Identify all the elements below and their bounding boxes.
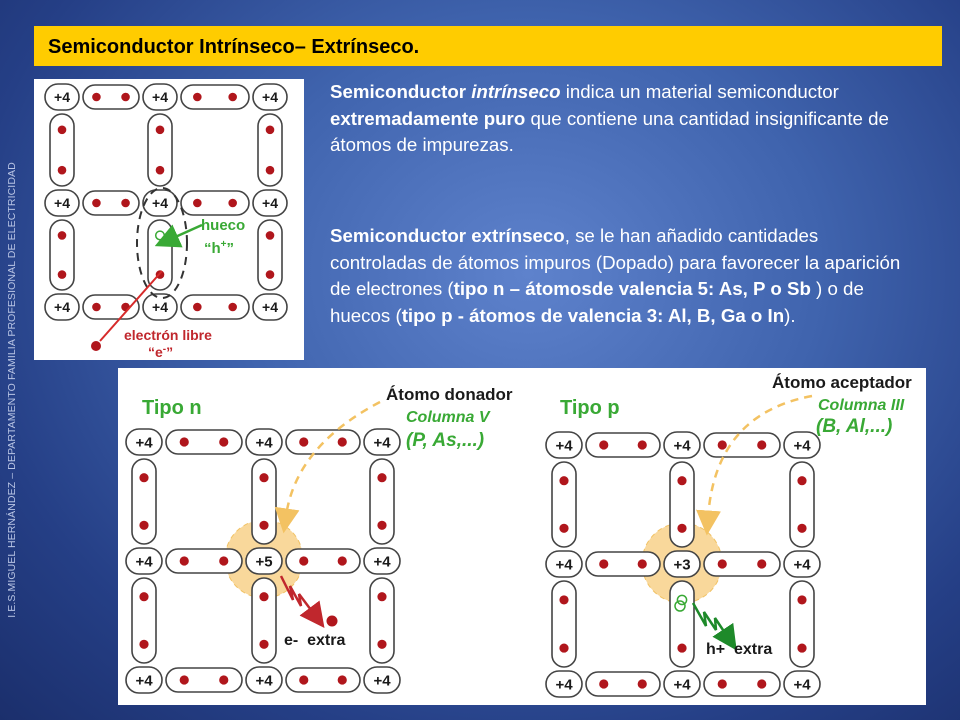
covalent-bond: [252, 578, 276, 663]
atom-charge-label: +4: [255, 434, 273, 452]
doping-figure: [118, 368, 926, 705]
atom-charge-label: +4: [555, 676, 573, 694]
covalent-bond: [166, 668, 242, 692]
bond-electron: [259, 640, 268, 649]
atom-charge-label: +4: [54, 89, 70, 106]
atom-charge-label: +4: [152, 195, 168, 212]
bond-electron: [193, 199, 202, 208]
atom-charge-label: +4: [793, 676, 811, 694]
electron-symbol: “e-”: [148, 344, 174, 360]
acceptor-elements-label: (B, Al,...): [816, 416, 893, 437]
atom-charge-label: +4: [152, 89, 168, 106]
covalent-bond: [370, 578, 394, 663]
covalent-bond: [286, 430, 360, 454]
bond-electron: [377, 592, 386, 601]
bond-electron: [139, 640, 148, 649]
covalent-bond: [181, 85, 249, 109]
donor-atom-label: Átomo donador: [386, 385, 513, 404]
slide-title: Semiconductor Intrínseco– Extrínseco.: [34, 26, 942, 66]
p-type-lattice: [546, 432, 820, 697]
covalent-bond: [132, 578, 156, 663]
covalent-bond: [670, 462, 694, 547]
covalent-bond: [83, 85, 139, 109]
intrinsic-lattice: [45, 84, 287, 320]
bond-electron: [338, 437, 347, 446]
bond-electron: [677, 643, 686, 652]
free-electron: [91, 341, 101, 351]
bond-electron: [266, 166, 275, 175]
bond-electron: [121, 93, 130, 102]
bond-electron: [377, 473, 386, 482]
donor-elements-label: (P, As,...): [406, 430, 485, 451]
bond-electron: [259, 521, 268, 530]
dopant-atom-label: +3: [673, 556, 691, 574]
atom-charge-label: +4: [135, 672, 153, 690]
bond-electron: [58, 166, 67, 175]
bond-electron: [92, 303, 101, 312]
covalent-bond: [286, 549, 360, 573]
acceptor-atom-label: Átomo aceptador: [772, 373, 912, 392]
bond-electron: [377, 640, 386, 649]
bond-electron: [180, 437, 189, 446]
atom-charge-label: +4: [555, 437, 573, 455]
covalent-bond: [670, 581, 694, 667]
covalent-bond: [132, 459, 156, 544]
bond-electron: [599, 679, 608, 688]
covalent-bond: [586, 552, 660, 576]
covalent-bond: [586, 672, 660, 696]
p-extra-label: h+ extra: [706, 641, 773, 658]
bond-electron: [180, 675, 189, 684]
covalent-bond: [83, 191, 139, 215]
bond-electron: [219, 675, 228, 684]
bond-electron: [638, 679, 647, 688]
intrinsic-lattice-figure: [34, 79, 304, 360]
covalent-bond: [181, 295, 249, 319]
bond-electron: [156, 166, 165, 175]
bond-electron: [193, 93, 202, 102]
bond-electron: [219, 556, 228, 565]
atom-charge-label: +4: [793, 437, 811, 455]
n-type-title: Tipo n: [142, 397, 202, 419]
covalent-bond: [148, 114, 172, 186]
extrinsic-definition: Semiconductor extrínseco, se le han añadido cantidades controladas de átomos impuros (Dopado) para favorecer la aparición de electrones (tipo n – átomosde valencia 5: As, P o Sb ) o de huecos (tipo p - átomos de valencia 3: Al, B, Ga o In).: [330, 225, 901, 326]
bond-electron: [156, 126, 165, 135]
bond-electron: [559, 476, 568, 485]
atom-charge-label: +4: [373, 553, 391, 571]
covalent-bond: [258, 114, 282, 186]
bond-electron: [58, 270, 67, 279]
covalent-bond: [370, 459, 394, 544]
atom-charge-label: +4: [262, 195, 278, 212]
bond-electron: [92, 93, 101, 102]
hole-label: hueco: [201, 217, 246, 234]
covalent-bond: [704, 433, 780, 457]
side-caption: I.E.S.MIGUEL HERNÁNDEZ – DEPARTAMENTO FAMILIA PROFESIONAL DE ELECTRICIDAD: [6, 162, 18, 618]
intrinsic-definition: Semiconductor intrínseco indica un material semiconductor extremadamente puro que contiene una cantidad insignificante de átomos de impurezas.: [330, 81, 889, 155]
bond-electron: [180, 556, 189, 565]
hole-symbol: “h+”: [204, 239, 235, 257]
covalent-bond: [586, 433, 660, 457]
bond-electron: [718, 559, 727, 568]
bond-electron: [219, 437, 228, 446]
covalent-bond: [704, 552, 780, 576]
bond-electron: [228, 303, 237, 312]
n-type-lattice: [126, 429, 400, 693]
bond-electron: [259, 473, 268, 482]
bond-electron: [299, 437, 308, 446]
donor-pointer-arrow: [286, 402, 380, 516]
covalent-bond: [790, 462, 814, 547]
atom-charge-label: +4: [373, 672, 391, 690]
extra-electron: [327, 616, 338, 627]
p-type-title: Tipo p: [560, 397, 620, 419]
atom-charge-label: +4: [152, 299, 168, 316]
bond-electron: [757, 440, 766, 449]
covalent-bond: [552, 581, 576, 667]
bond-electron: [559, 643, 568, 652]
atom-charge-label: +4: [54, 195, 70, 212]
bond-electron: [377, 521, 386, 530]
bond-electron: [757, 559, 766, 568]
bond-electron: [266, 126, 275, 135]
bond-electron: [299, 675, 308, 684]
bond-electron: [139, 592, 148, 601]
covalent-bond: [286, 668, 360, 692]
atom-charge-label: +4: [673, 437, 691, 455]
atom-charge-label: +4: [262, 299, 278, 316]
bond-electron: [559, 595, 568, 604]
bond-electron: [299, 556, 308, 565]
bond-electron: [338, 675, 347, 684]
bond-electron: [338, 556, 347, 565]
bond-electron: [559, 524, 568, 533]
extra-hole-zigzag: [693, 603, 727, 636]
covalent-bond: [50, 114, 74, 186]
bond-electron: [797, 476, 806, 485]
bond-electron: [228, 199, 237, 208]
bond-electron: [139, 521, 148, 530]
side-caption-container: [2, 80, 22, 700]
covalent-bond: [50, 220, 74, 290]
bond-electron: [718, 679, 727, 688]
bond-electron: [193, 303, 202, 312]
bond-electron: [599, 440, 608, 449]
bond-electron: [259, 592, 268, 601]
atom-charge-label: +4: [255, 672, 273, 690]
atom-charge-label: +4: [135, 553, 153, 571]
atom-charge-label: +4: [673, 676, 691, 694]
electron-label: electrón libre: [124, 327, 212, 343]
covalent-bond: [181, 191, 249, 215]
bond-electron: [228, 93, 237, 102]
bond-electron: [757, 679, 766, 688]
atom-charge-label: +4: [54, 299, 70, 316]
bond-electron: [58, 126, 67, 135]
covalent-bond: [258, 220, 282, 290]
bond-electron: [638, 559, 647, 568]
bond-electron: [266, 231, 275, 240]
bond-electron: [139, 473, 148, 482]
bond-electron: [92, 199, 101, 208]
bond-electron: [797, 595, 806, 604]
covalent-bond: [166, 430, 242, 454]
bond-electron: [58, 231, 67, 240]
atom-charge-label: +4: [135, 434, 153, 452]
bond-electron: [121, 199, 130, 208]
atom-charge-label: +4: [793, 556, 811, 574]
bond-electron: [718, 440, 727, 449]
bond-electron: [797, 524, 806, 533]
bond-electron: [266, 270, 275, 279]
dopant-atom-label: +5: [255, 553, 273, 571]
atom-charge-label: +4: [262, 89, 278, 106]
donor-column-label: Columna V: [406, 409, 490, 426]
atom-charge-label: +4: [373, 434, 391, 452]
covalent-bond: [704, 672, 780, 696]
bond-electron: [797, 643, 806, 652]
covalent-bond: [166, 549, 242, 573]
atom-charge-label: +4: [555, 556, 573, 574]
covalent-bond: [790, 581, 814, 667]
bond-electron: [638, 440, 647, 449]
n-extra-label: e- extra: [284, 632, 346, 649]
covalent-bond: [252, 459, 276, 544]
bond-electron: [677, 476, 686, 485]
acceptor-column-label: Columna III: [818, 397, 905, 414]
bond-electron: [599, 559, 608, 568]
covalent-bond: [552, 462, 576, 547]
bond-electron: [677, 524, 686, 533]
